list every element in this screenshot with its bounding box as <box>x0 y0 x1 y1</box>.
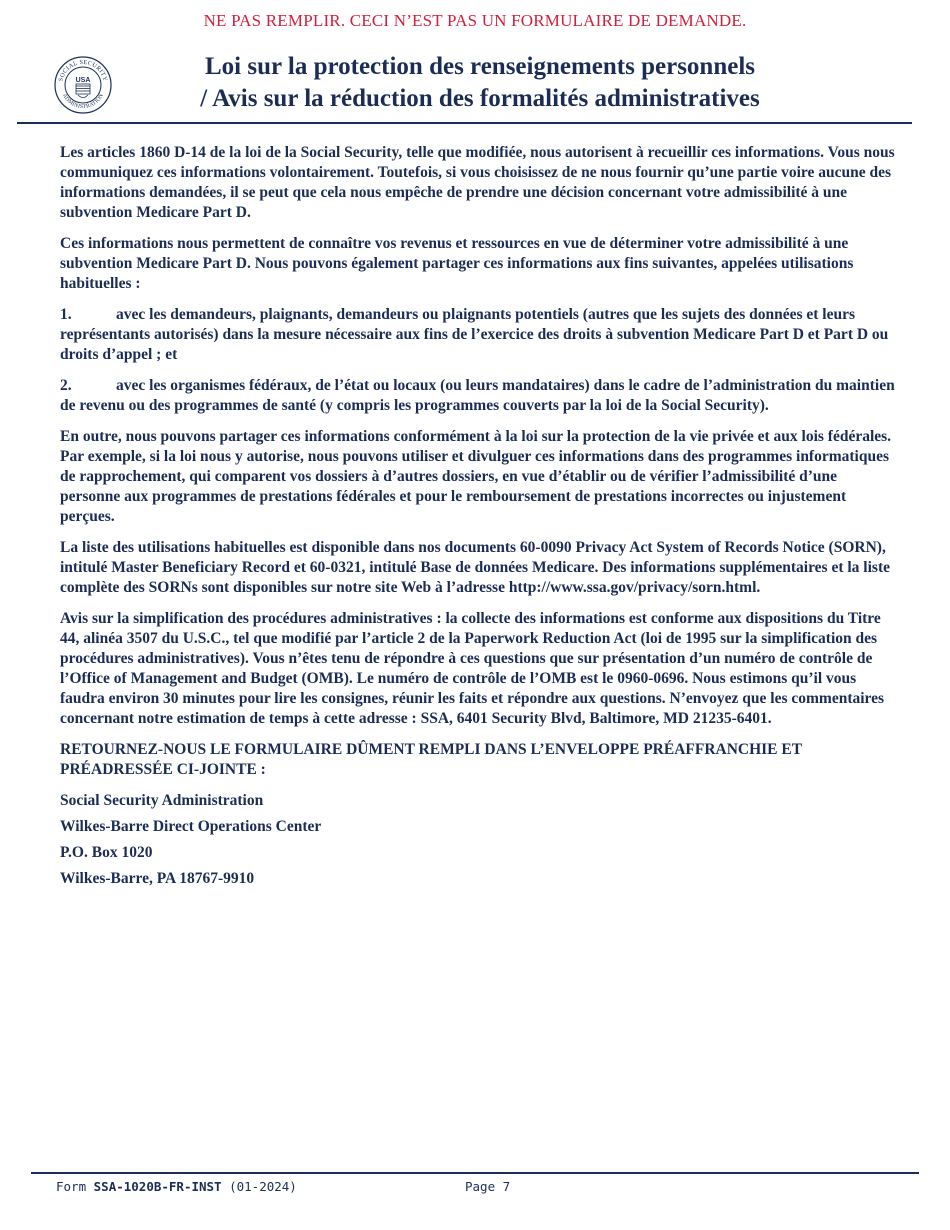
footer-divider <box>31 1172 919 1174</box>
item-number: 2. <box>60 377 72 394</box>
svg-text:ADMINISTRATION <box>61 93 105 110</box>
purpose-paragraph: Ces informations nous permettent de connaître vos revenus et ressources en vue de déterminer votre admissibilité à une subvention Medicare Part D. Nous pouvons également partager ces informations aux fins suivantes, appelées utilisations habituelles : <box>60 235 854 292</box>
item-number: 1. <box>60 306 72 323</box>
ssa-seal-logo <box>53 55 113 115</box>
form-label: Form <box>56 1179 94 1194</box>
address-line: Social Security Administration <box>60 792 264 809</box>
item-text: avec les organismes fédéraux, de l’état ou locaux (ou leurs mandataires) dans le cadre de l’administration du maintien de revenu ou des programmes de santé (y compris les programmes couverts par la loi de la Social Security). <box>60 377 895 414</box>
return-instructions: RETOURNEZ-NOUS LE FORMULAIRE DÛMENT REMPLI DANS L’ENVELOPPE PRÉAFFRANCHIE ET PRÉADRESSÉE CI-JOINTE : <box>60 741 802 778</box>
routine-use-item-2 <box>60 376 900 416</box>
form-code: SSA-1020B-FR-INST <box>93 1179 222 1194</box>
mailing-address <box>60 791 900 889</box>
address-line: P.O. Box 1020 <box>60 844 153 861</box>
paperwork-reduction-paragraph: Avis sur la simplification des procédures administratives : la collecte des informations est conforme aux dispositions du Titre 44, alinéa 3507 du U.S.C., tel que modifié par l’article 2 de la Paperwork Reduction Act (loi de 1995 sur la simplification des procédures administratives). Vous n’êtes tenu de répondre à ces questions que sur présentation d’un numéro de contrôle de l’Office of Management and Budget (OMB). Le numéro de contrôle de l’OMB est le 0960-0696. Nous estimons qu’il vous faudra environ 30 minutes pour lire les consignes, réunir les faits et répondre aux questions. N’envoyez que les commentaires concernant notre estimation de temps à cette adresse : SSA, 6401 Security Blvd, Baltimore, MD 21235-6401. <box>60 610 885 727</box>
page-footer <box>56 1179 511 1194</box>
title-line-2: / Avis sur la réduction des formalités administratives <box>200 85 760 112</box>
seal-top-text: SOCIAL SECURITY <box>57 58 109 83</box>
seal-center-text: USA <box>75 77 91 84</box>
page-number: Page 7 <box>465 1179 511 1194</box>
address-line: Wilkes-Barre Direct Operations Center <box>60 818 322 835</box>
notice-body <box>60 143 900 895</box>
header-divider <box>17 122 912 124</box>
sorn-paragraph: La liste des utilisations habituelles est disponible dans nos documents 60-0090 Privacy Act System of Records Notice (SORN), intitulé Master Beneficiary Record et 60-0321, intitulé Base de données Medicare. Des informations supplémentaires et la liste complète des SORNs sont disponibles sur notre site Web à l’adresse http://www.ssa.gov/privacy/sorn.html. <box>60 539 890 596</box>
seal-bottom-text: ADMINISTRATION <box>60 92 106 111</box>
item-text: avec les demandeurs, plaignants, demandeurs ou plaignants potentiels (autres que les sujets des données et leurs représentants autorisés) dans la mesure nécessaire aux fins de l’exercice des droits à subvention Medicare Part D et Part D ou droits d’appel ; et <box>60 306 889 363</box>
sharing-paragraph: En outre, nous pouvons partager ces informations conformément à la loi sur la protection de la vie privée et aux lois fédérales. Par exemple, si la loi nous y autorise, nous pouvons utiliser et divulguer ces informations dans des programmes informatiques de rapprochement, qui comparent vos dossiers à d’autres dossiers, en vue d’établir ou de vérifier l’admissibilité d’une personne aux programmes de prestations fédérales et pour le remboursement de prestations incorrectes ou injustement perçues. <box>60 428 892 525</box>
form-date: (01-2024) <box>221 1179 297 1194</box>
authority-paragraph: Les articles 1860 D-14 de la loi de la Social Security, telle que modifiée, nous autorisent à recueillir ces informations. Vous nous communiquez ces informations volontairement. Toutefois, si vous choisissez de ne nous fournir qu’une partie voire aucune des informations demandées, il se peut que cela nous empêche de prendre une décision concernant votre admissibilité à une subvention Medicare Part D. <box>60 144 895 221</box>
routine-use-item-1 <box>60 305 900 365</box>
do-not-fill-warning: NE PAS REMPLIR. CECI N’EST PAS UN FORMULAIRE DE DEMANDE. <box>203 11 747 30</box>
address-line: Wilkes-Barre, PA 18767-9910 <box>60 870 255 887</box>
page-title <box>130 51 830 115</box>
title-line-1: Loi sur la protection des renseignements personnels <box>204 53 755 80</box>
